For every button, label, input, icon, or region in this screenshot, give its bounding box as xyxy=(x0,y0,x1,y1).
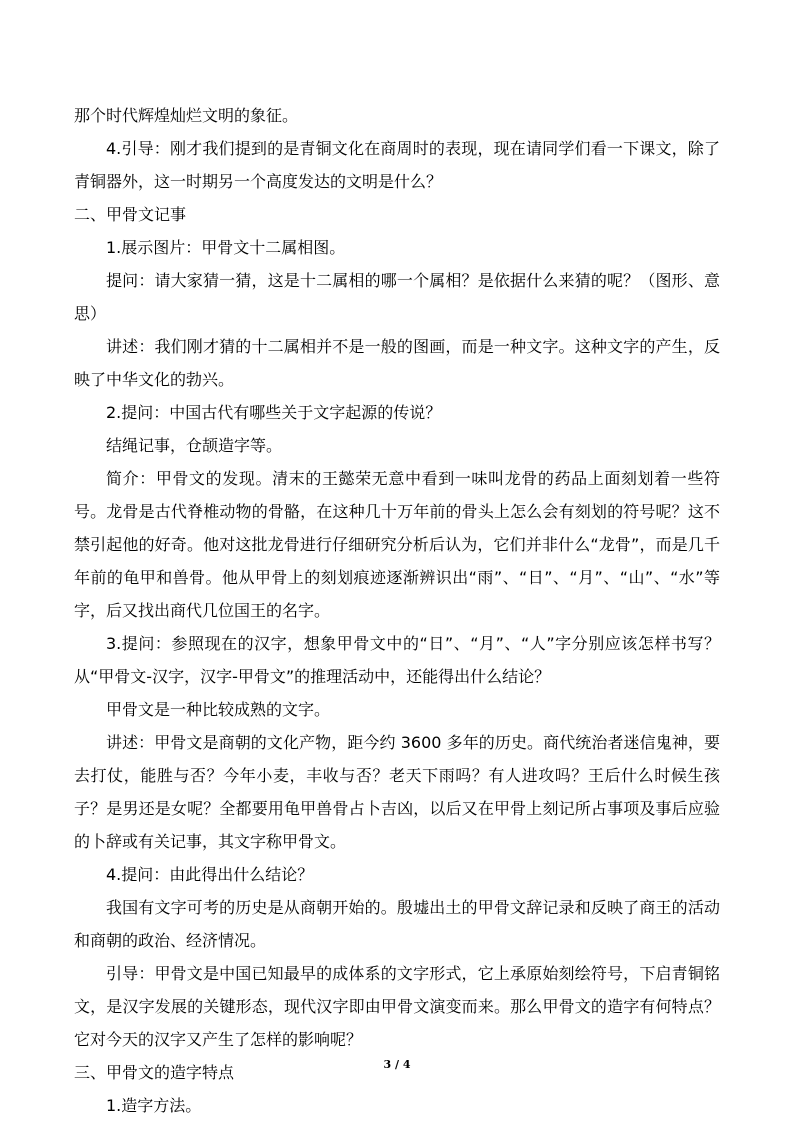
paragraph: 简介：甲骨文的发现。清末的王懿荣无意中看到一味叫龙骨的药品上面刻划着一些符号。龙骨是古代脊椎动物的骨骼，在这种几十万年前的骨头上怎么会有刻划的符号呢？这不禁引起他的好奇。他对这批龙骨进行仔细研究分析后认为，它们并非什么“龙骨”，而是几千年前的龟甲和兽骨。他从甲骨上的刻划痕迹逐渐辨识出“雨”、“日”、“月”、“山”、“水”等字，后又找出商代几位国王的名字。 xyxy=(74,469,720,620)
document-body xyxy=(74,99,720,1122)
paragraph: 那个时代辉煌灿烂文明的象征。 xyxy=(74,106,299,125)
paragraph: 4.引导：刚才我们提到的是青铜文化在商周时的表现，现在请同学们看一下课文，除了青铜器外，这一时期另一个高度发达的文明是什么？ xyxy=(74,139,720,191)
paragraph: 我国有文字可考的历史是从商朝开始的。殷墟出土的甲骨文辞记录和反映了商王的活动和商朝的政治、经济情况。 xyxy=(74,898,720,950)
paragraph: 3.提问：参照现在的汉字，想象甲骨文中的“日”、“月”、“人”字分别应该怎样书写？从“甲骨文-汉字，汉字-甲骨文”的推理活动中，还能得出什么结论？ xyxy=(74,634,720,686)
paragraph: 引导：甲骨文是中国已知最早的成体系的文字形式，它上承原始刻绘符号，下启青铜铭文，是汉字发展的关键形态，现代汉字即由甲骨文演变而来。那么甲骨文的造字有何特点？它对今天的汉字又产生了怎样的影响呢？ xyxy=(74,964,720,1049)
page-number: 3 / 4 xyxy=(383,1058,411,1071)
paragraph: 甲骨文是一种比较成熟的文字。 xyxy=(106,700,331,719)
paragraph: 1.展示图片：甲骨文十二属相图。 xyxy=(106,238,346,257)
paragraph: 提问：请大家猜一猜，这是十二属相的哪一个属相？是依据什么来猜的呢？（图形、意思） xyxy=(74,271,720,323)
section-heading: 三、甲骨文的造字特点 xyxy=(74,1063,235,1082)
paragraph: 1.造字方法。 xyxy=(106,1096,202,1115)
paragraph: 2.提问：中国古代有哪些关于文字起源的传说？ xyxy=(106,403,442,422)
section-heading: 二、甲骨文记事 xyxy=(74,205,187,224)
paragraph: 4.提问：由此得出什么结论？ xyxy=(106,865,314,884)
paragraph: 结绳记事，仓颉造字等。 xyxy=(106,436,283,455)
paragraph: 讲述：甲骨文是商朝的文化产物，距今约 3600 多年的历史。商代统治者迷信鬼神，要去打仗，能胜与否？今年小麦，丰收与否？老天下雨吗？有人进攻吗？王后什么时候生孩子？是男还是女呢？全都要用龟甲兽骨占卜吉凶，以后又在甲骨上刻记所占事项及事后应验的卜辞或有关记事，其文字称甲骨文。 xyxy=(74,733,720,851)
paragraph: 讲述：我们刚才猜的十二属相并不是一般的图画，而是一种文字。这种文字的产生，反映了中华文化的勃兴。 xyxy=(74,337,720,389)
